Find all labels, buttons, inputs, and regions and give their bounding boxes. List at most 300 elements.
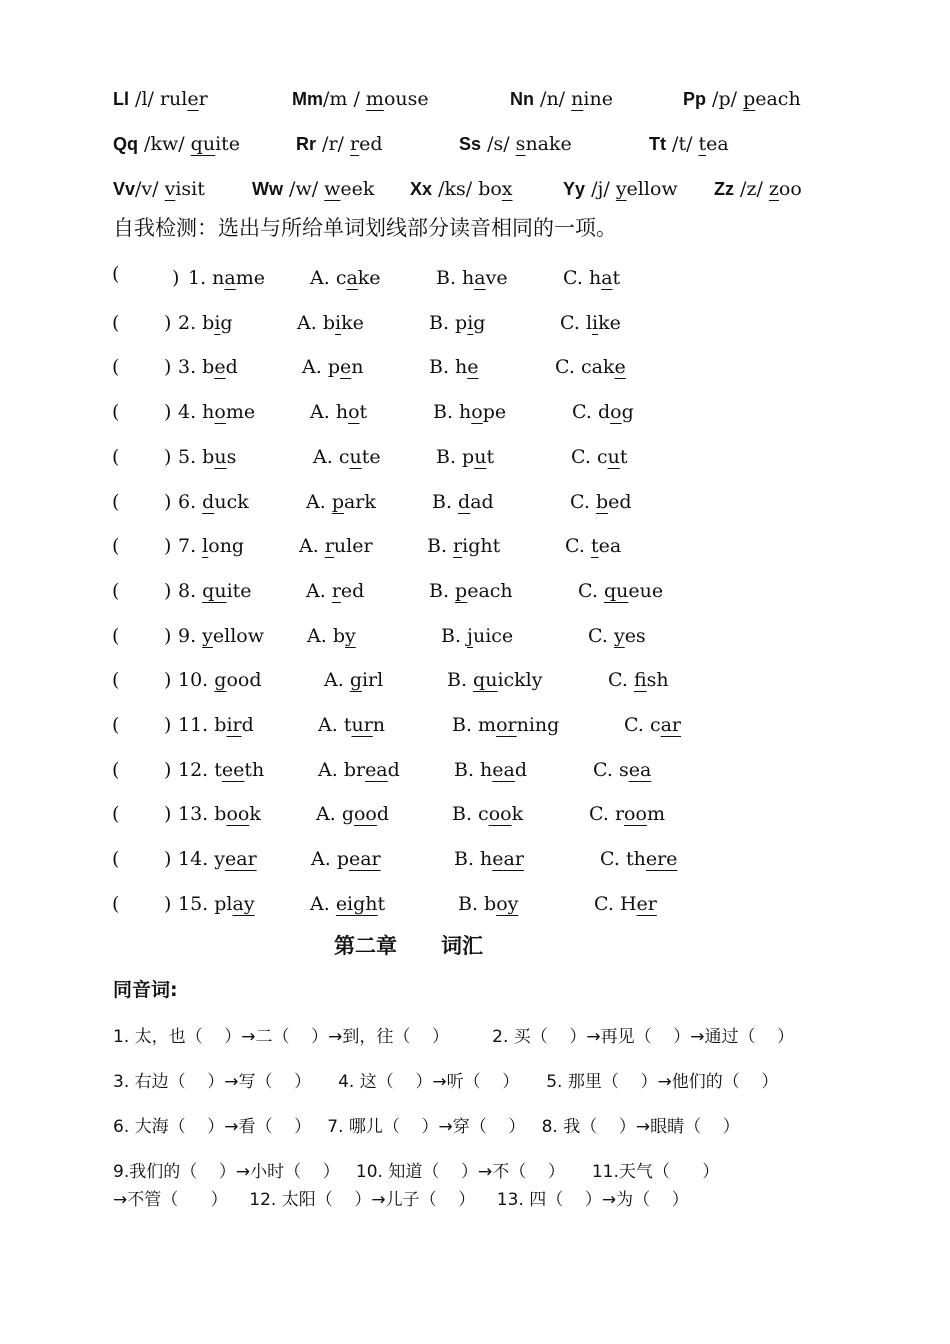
word-part: s <box>226 445 237 468</box>
answer-paren-open: ( <box>112 803 120 826</box>
word-part: ve <box>485 267 508 289</box>
example-word <box>478 178 512 200</box>
option-word <box>332 491 376 513</box>
option-c <box>624 710 681 740</box>
option-word <box>591 535 621 557</box>
homophone-line: 9.我们的（ ）→小时（ ） 10. 知道（ ）→不（ ） 11.天气（ ） <box>113 1162 720 1182</box>
exercise-row <box>0 710 950 740</box>
option-c <box>571 442 628 472</box>
word-part: t <box>612 267 621 289</box>
answer-paren-close: ) <box>164 535 172 558</box>
phonetic: /n/ <box>534 88 572 110</box>
letter: Rr <box>296 134 317 154</box>
option-letter: B. <box>429 311 456 334</box>
underlined-part: i <box>214 311 221 334</box>
exercise-row <box>0 576 950 606</box>
option-letter: A. <box>310 267 336 289</box>
question-word <box>178 352 238 382</box>
underlined-part: y <box>613 624 625 647</box>
option-letter: A. <box>318 714 344 736</box>
option-letter: A. <box>316 803 342 826</box>
underlined-part: i <box>334 311 342 334</box>
underlined-part: a <box>346 267 358 289</box>
word-part: k <box>511 803 524 826</box>
option-word <box>459 401 506 423</box>
word-part: ke <box>341 311 364 334</box>
word-part: b <box>484 892 497 915</box>
word-part: ish <box>646 669 669 692</box>
underlined-part: oy <box>496 892 519 915</box>
example-word <box>516 133 572 155</box>
option-word <box>336 401 367 423</box>
phonetic: /j/ <box>585 178 616 200</box>
option-c <box>555 352 626 382</box>
option-word <box>455 580 513 602</box>
underlined-part: y <box>202 624 213 647</box>
letter-entry <box>292 84 429 114</box>
letter: Yy <box>563 179 586 199</box>
word-part: y <box>214 848 225 871</box>
word-part: d <box>387 758 400 781</box>
question-word <box>178 397 255 427</box>
option-word <box>337 848 381 870</box>
question-word <box>178 799 261 829</box>
option-word <box>325 535 373 557</box>
question-number: 6. <box>178 490 203 513</box>
underlined-part: ea <box>365 758 388 781</box>
word-part: ke <box>357 267 381 289</box>
word-part: each <box>755 88 801 110</box>
word-part: ellow <box>212 624 265 647</box>
word-part: t <box>214 758 222 781</box>
option-word <box>350 669 383 691</box>
answer-paren-open: ( <box>112 401 120 424</box>
question-number: 5. <box>178 445 203 468</box>
underlined-part: o <box>214 401 226 424</box>
question-word <box>178 621 264 651</box>
self-test-heading: 自我检测：选出与所给单词划线部分读音相同的一项。 <box>113 216 617 240</box>
letter: Vv <box>113 179 136 199</box>
word-part: h <box>202 401 215 424</box>
option-letter: B. <box>427 535 454 558</box>
word-part: t <box>343 714 352 736</box>
target-word <box>202 401 255 423</box>
phonetic: /t/ <box>666 133 699 155</box>
underlined-part: qu <box>190 133 216 155</box>
question-number: 14. <box>178 848 215 871</box>
homophone-line: 6. 大海（ ）→看（ ） 7. 哪儿（ ）→穿（ ） 8. 我（ ）→眼睛（ ） <box>113 1117 740 1137</box>
word-part: s <box>618 758 629 781</box>
option-c <box>589 799 665 829</box>
word-part: isit <box>175 178 205 200</box>
option-word <box>634 669 669 691</box>
underlined-part: w <box>324 178 341 200</box>
word-part: g <box>341 803 354 826</box>
word-part: c <box>649 714 661 736</box>
word-part: g <box>473 311 486 334</box>
option-word <box>336 893 385 915</box>
target-word <box>214 893 254 915</box>
option-letter: C. <box>594 892 620 915</box>
option-b <box>429 576 513 606</box>
option-letter: C. <box>571 445 597 468</box>
exercise-row <box>0 352 950 382</box>
answer-paren-open: ( <box>112 311 120 334</box>
word-part: th <box>625 848 646 871</box>
question-word <box>178 755 264 785</box>
word-part: uck <box>214 490 249 513</box>
option-word <box>604 580 663 602</box>
option-word <box>332 580 365 602</box>
word-part: ite <box>215 133 241 155</box>
underlined-part: s <box>515 133 526 155</box>
option-letter: C. <box>589 803 615 826</box>
underlined-part: oo <box>488 803 512 826</box>
option-a <box>297 308 364 338</box>
word-part: H <box>619 892 637 915</box>
option-letter: C. <box>563 267 589 289</box>
option-letter: C. <box>560 311 586 334</box>
word-part: b <box>332 624 345 647</box>
word-part: d <box>597 401 611 424</box>
word-part: h <box>455 356 468 379</box>
option-word <box>455 356 479 378</box>
underlined-part: u <box>214 445 227 468</box>
option-b <box>441 621 513 651</box>
option-letter: A. <box>297 311 323 334</box>
option-word <box>615 803 665 825</box>
option-letter: C. <box>600 848 626 871</box>
underlined-part: ir <box>226 714 242 736</box>
underlined-part: oo <box>226 803 250 826</box>
word-part: d <box>241 714 254 736</box>
word-part: d <box>514 758 528 781</box>
question-number: 9. <box>178 624 203 647</box>
word-part: p <box>455 311 468 334</box>
option-word <box>339 446 381 468</box>
underlined-part: ay <box>232 892 255 915</box>
letter-entry <box>252 174 374 204</box>
question-number: 15. <box>178 892 215 915</box>
underlined-part: t <box>698 133 707 155</box>
underlined-part: f <box>633 669 647 692</box>
exercise-row <box>0 799 950 829</box>
chapter-name: 词汇 <box>441 934 483 958</box>
letter: Qq <box>113 134 138 154</box>
word-part: each <box>467 579 513 602</box>
letter: Zz <box>714 179 734 199</box>
word-part: b <box>202 356 215 379</box>
example-word <box>165 178 205 200</box>
option-word <box>480 848 524 870</box>
option-word <box>333 625 356 647</box>
word-part: br <box>343 758 366 781</box>
homophones-heading: 同音词: <box>113 979 178 1001</box>
word-part: m <box>646 803 665 826</box>
word-part: g <box>621 401 634 424</box>
option-word <box>586 312 621 334</box>
answer-paren-open: ( <box>112 579 120 602</box>
underlined-part: a <box>601 267 613 289</box>
example-word <box>571 88 613 110</box>
option-c <box>594 889 657 919</box>
word-part: ke <box>598 311 621 334</box>
option-word <box>619 759 651 781</box>
option-b <box>427 531 500 561</box>
question-number: 3. <box>178 356 203 379</box>
option-word <box>620 893 657 915</box>
word-part: ad <box>470 490 494 513</box>
underlined-part: e <box>214 356 226 379</box>
word-part: ea <box>706 133 729 155</box>
phonetic: /v/ <box>135 178 165 200</box>
underlined-part: x <box>501 178 513 200</box>
option-letter: A. <box>311 848 337 871</box>
answer-paren-open: ( <box>112 263 120 285</box>
question-word <box>178 844 257 874</box>
word-part: oo <box>778 178 802 200</box>
option-b <box>454 844 524 874</box>
question-number: 1. <box>188 267 213 289</box>
option-a <box>316 799 389 829</box>
word-part: p <box>336 848 349 871</box>
option-word <box>597 446 628 468</box>
option-word <box>336 267 381 289</box>
option-letter: A. <box>299 535 325 558</box>
underlined-part: oo <box>624 803 647 826</box>
phonetic: /kw/ <box>138 133 191 155</box>
word-part: c <box>478 803 489 826</box>
word-part: pl <box>214 892 233 915</box>
word-part: h <box>462 267 475 289</box>
option-a <box>299 531 373 561</box>
option-word <box>323 312 364 334</box>
option-c <box>570 487 632 517</box>
option-letter: B. <box>452 803 479 826</box>
underlined-part: n <box>571 88 584 110</box>
target-word <box>214 714 254 736</box>
target-word <box>214 669 261 691</box>
word-part: me <box>225 401 256 424</box>
letter-entry <box>649 129 729 159</box>
exercise-row <box>0 442 950 472</box>
phonetic: /s/ <box>481 133 516 155</box>
word-part: ong <box>208 535 245 558</box>
word-part: eek <box>340 178 375 200</box>
option-word <box>589 267 620 289</box>
word-part: m <box>478 714 497 736</box>
question-word <box>178 308 233 338</box>
underlined-part: z <box>768 178 779 200</box>
answer-paren-close: ) <box>164 848 172 871</box>
question-word <box>178 710 254 740</box>
option-letter: A. <box>324 669 350 692</box>
option-letter: B. <box>441 624 468 647</box>
question-word <box>178 889 255 919</box>
question-number: 7. <box>178 535 203 558</box>
word-part: ood <box>226 669 262 692</box>
underlined-part: ea <box>492 758 515 781</box>
underlined-part: r <box>331 579 341 602</box>
word-part: r <box>198 88 208 110</box>
option-c <box>560 308 621 338</box>
letter-entry <box>563 174 678 204</box>
underlined-part: o <box>471 401 483 424</box>
exercise-row <box>0 889 950 919</box>
phonetic: /m / <box>323 88 366 110</box>
letter-entry <box>113 174 205 204</box>
option-b <box>429 352 479 382</box>
option-letter: B. <box>433 401 460 424</box>
exercise-row <box>0 487 950 517</box>
example-word <box>191 133 240 155</box>
question-word <box>178 665 261 695</box>
option-letter: B. <box>436 445 463 468</box>
word-part: b <box>202 445 215 468</box>
word-part: n <box>212 267 225 289</box>
question-word <box>188 263 265 293</box>
example-word <box>743 88 801 110</box>
option-letter: A. <box>307 624 333 647</box>
answer-paren-open: ( <box>112 714 120 736</box>
answer-paren-close: ) <box>164 669 172 692</box>
option-letter: B. <box>454 758 481 781</box>
letter: Pp <box>683 89 707 109</box>
option-a <box>306 487 376 517</box>
exercise-row <box>0 531 950 561</box>
word-part: ning <box>516 714 560 736</box>
word-part: g <box>220 311 233 334</box>
underlined-part: ea <box>628 758 652 781</box>
option-word <box>344 714 385 736</box>
word-part: h <box>480 758 493 781</box>
underlined-part: d <box>202 490 215 513</box>
target-word <box>202 356 238 378</box>
option-letter: B. <box>429 356 456 379</box>
answer-paren-close: ) <box>164 401 172 424</box>
phonetic: /z/ <box>734 178 769 200</box>
underlined-part: o <box>348 401 360 424</box>
underlined-part: y <box>344 624 356 647</box>
underlined-part: d <box>458 490 471 513</box>
option-c <box>572 397 634 427</box>
question-number: 13. <box>178 803 215 826</box>
option-b <box>447 665 543 695</box>
option-letter: C. <box>565 535 591 558</box>
homophone-line: 1. 太，也（ ）→二（ ）→到，往（ ） 2. 买（ ）→再见（ ）→通过（ ） <box>113 1027 795 1047</box>
option-letter: A. <box>302 356 328 379</box>
word-part: h <box>480 848 493 871</box>
phonetic: /r/ <box>316 133 350 155</box>
option-a <box>310 397 367 427</box>
question-number: 11. <box>178 714 215 736</box>
option-word <box>626 848 677 870</box>
option-word <box>467 625 513 647</box>
word-part: b <box>214 714 227 736</box>
option-letter: A. <box>310 401 336 424</box>
exercise-row <box>0 263 950 293</box>
target-word <box>202 446 236 468</box>
word-part: b <box>202 311 215 334</box>
option-word <box>480 759 527 781</box>
option-word <box>614 625 646 647</box>
underlined-part: j <box>467 624 473 647</box>
word-part: d <box>376 803 390 826</box>
word-part: p <box>327 356 340 379</box>
word-part: uler <box>333 535 373 558</box>
letter-entry <box>296 129 383 159</box>
option-letter: A. <box>306 579 332 602</box>
underlined-part: eigh <box>335 892 378 915</box>
letter-entry <box>113 84 208 114</box>
word-part: eue <box>628 579 664 602</box>
underlined-part: g <box>214 669 227 692</box>
option-b <box>452 710 559 740</box>
target-word <box>212 267 265 289</box>
option-word <box>462 267 508 289</box>
underlined-part: e <box>187 88 199 110</box>
phonetic: /ks/ <box>432 178 479 200</box>
option-letter: A. <box>306 490 332 513</box>
letter: Tt <box>649 134 666 154</box>
phonetic: /l/ <box>129 88 160 110</box>
option-a <box>318 710 385 740</box>
answer-paren-close: ) <box>164 445 172 468</box>
answer-paren-open: ( <box>112 356 120 379</box>
word-part: ite <box>226 579 252 602</box>
letter: Ll <box>113 89 129 109</box>
letter-entry <box>714 174 802 204</box>
word-part: t <box>486 445 495 468</box>
question-word <box>178 442 236 472</box>
underlined-part: r <box>349 133 360 155</box>
option-letter: C. <box>572 401 598 424</box>
target-word <box>202 491 249 513</box>
answer-paren-close: ) <box>164 758 172 781</box>
alphabet-row <box>0 174 950 204</box>
question-number: 10. <box>178 669 215 692</box>
option-word <box>342 803 389 825</box>
word-part: ouse <box>383 88 429 110</box>
underlined-part: a <box>224 267 236 289</box>
letter: Xx <box>410 179 433 199</box>
target-word <box>202 535 244 557</box>
example-word <box>699 133 729 155</box>
word-part: ed <box>359 133 383 155</box>
homophone-line: 3. 右边（ ）→写（ ） 4. 这（ ）→听（ ） 5. 那里（ ）→他们的（ ） <box>113 1072 779 1092</box>
word-part: n <box>351 356 364 379</box>
option-b <box>432 487 494 517</box>
word-part: k <box>249 803 261 826</box>
word-part: ark <box>343 490 376 513</box>
underlined-part: p <box>331 490 344 513</box>
option-word <box>455 312 485 334</box>
option-a <box>306 576 364 606</box>
option-a <box>310 889 385 919</box>
word-part: h <box>335 401 349 424</box>
option-b <box>452 799 523 829</box>
word-part: t <box>377 892 386 915</box>
word-part: rul <box>159 88 188 110</box>
word-part: c <box>335 267 347 289</box>
word-part: n <box>372 714 386 736</box>
word-part: th <box>244 758 265 781</box>
option-a <box>311 844 381 874</box>
word-part: irl <box>361 669 384 692</box>
underlined-part: e <box>467 356 479 379</box>
underlined-part: u <box>349 445 362 468</box>
example-word <box>160 88 208 110</box>
